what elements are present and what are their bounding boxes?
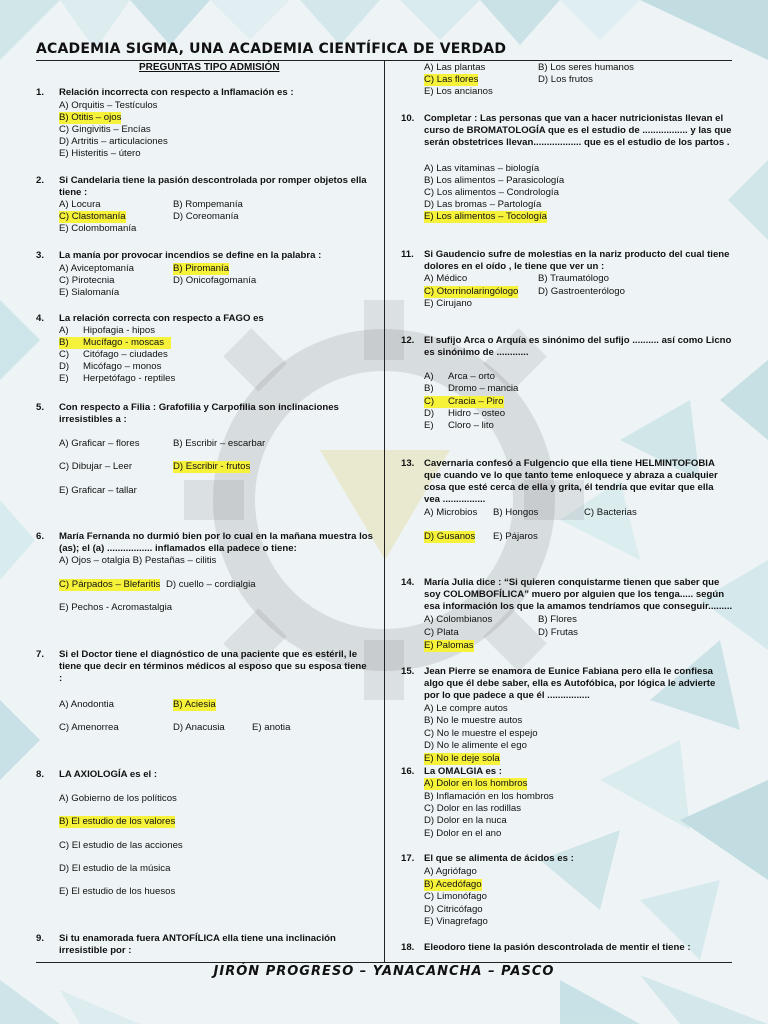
question-number: 10. (401, 113, 415, 124)
question-text: tiene que decir en términos médicos al esposo que su esposa tiene (59, 661, 367, 672)
option-a: A) Colombianos (424, 614, 493, 625)
option-a: A) Aviceptomanía (59, 263, 135, 274)
question-number: 1. (36, 87, 45, 98)
question-text: Cavernaria confesó a Fulgencio que ella tiene HELMINTOFOBIA (424, 458, 715, 469)
question-text: Si tu enamorada fuera ANTOFÍLICA ella tiene una inclinación (59, 933, 336, 944)
question-number: 9. (36, 933, 45, 944)
option-c: C) El estudio de las acciones (59, 840, 183, 851)
option-e-letter: E) (59, 373, 69, 384)
option-d: Micófago – monos (83, 361, 162, 372)
option-c: C) Los alimentos – Condrología (424, 187, 559, 198)
option-a: A) Anodontia (59, 699, 114, 710)
option-b: B) Rompemanía (173, 199, 243, 210)
option-c-answer: C) Clastomanía (59, 211, 126, 222)
option-c-letter: C) (424, 396, 504, 408)
option-c-answer: C) Las flores (424, 74, 479, 85)
option-c-letter: C) (59, 349, 70, 360)
option-c: C) Gingivitis – Encías (59, 124, 151, 135)
option-e-letter: E) (424, 420, 434, 431)
option-b: B) Los seres humanos (538, 62, 634, 73)
question-text: Si Gaudencio sufre de molestias en la nariz producto del cual tiene (424, 249, 730, 260)
option-b: Dromo – mancia (448, 383, 519, 394)
question-number: 12. (401, 335, 415, 346)
option-b-answer: B) Piromanía (173, 263, 229, 274)
page-title: ACADEMIA SIGMA, UNA ACADEMIA CIENTÍFICA DE VERDAD (36, 41, 507, 57)
question-text: serán obstetrices llevan.................. que es el estudio de los partos . (424, 137, 730, 148)
option-b: B) Los alimentos – Parasicología (424, 175, 565, 186)
question-number: 2. (36, 175, 45, 186)
option-a: A) Le compre autos (424, 703, 508, 714)
option-a: A) Las plantas (424, 62, 486, 73)
option-d: D) Artritis – articulaciones (59, 136, 168, 147)
option-d-answer: D) Escribir - frutos (173, 461, 251, 472)
option-c: C) Plata (424, 627, 459, 638)
footer-rule (36, 962, 732, 963)
question-text: es sinónimo de ............ (424, 347, 529, 358)
question-number: 6. (36, 531, 45, 542)
question-text: Si Candelaria tiene la pasión descontrolada por romper objetos ella (59, 175, 367, 186)
question-text: La OMALGIA es : (424, 766, 503, 777)
question-text: Completar : Las personas que van a hacer nutricionistas llevan el (424, 113, 724, 124)
question-number: 14. (401, 577, 415, 588)
question-text: cosa que esté cerca de ella y grita, él tendría que evitar que ella (424, 482, 714, 493)
option-d-letter: D) (59, 361, 70, 372)
question-text: dolores en el oído , le tiene que ver un : (424, 261, 605, 272)
question-text: LA AXIOLOGÍA es el : (59, 769, 158, 780)
option-a: A) Las vitaminas – biología (424, 163, 540, 174)
option-a-answer: A) Dolor en los hombros (424, 778, 528, 789)
option-e: E) Cirujano (424, 298, 472, 309)
question-text: irresistible por : (59, 945, 132, 956)
question-text: María Fernanda no durmió bien por lo cual en la mañana muestra los (59, 531, 373, 542)
option-c: C) No le muestre el espejo (424, 728, 538, 739)
option-a: Arca – orto (448, 371, 495, 382)
question-text: Con respecto a Filia : Grafofilia y Carpofilia son inclinaciones (59, 402, 339, 413)
question-text: Eleodoro tiene la pasión descontrolada de mentir el tiene : (424, 942, 691, 953)
option-d: D) Gastroenterólogo (538, 286, 625, 297)
option-e: Herpetófago - reptiles (83, 373, 176, 384)
option-b: B) Flores (538, 614, 577, 625)
option-b: B) Escribir – escarbar (173, 438, 266, 449)
question-text: curso de BROMATOLOGÍA que es el estudio de ................. y las que (424, 125, 732, 136)
question-text: irresistibles a : (59, 414, 127, 425)
option-c: Citófago – ciudades (83, 349, 168, 360)
option-e: E) Histeritis – útero (59, 148, 141, 159)
option-b: B) Inflamación en los hombros (424, 791, 554, 802)
option-e: E) Pechos - Acromastalgia (59, 602, 173, 613)
option-e: E) anotia (252, 722, 291, 733)
question-text: esa información los que la amamos tendríamos que conseguir......... (424, 601, 733, 612)
option-d: Hidro – osteo (448, 408, 506, 419)
option-e: E) Sialomanía (59, 287, 120, 298)
option-d: D) Los frutos (538, 74, 593, 85)
question-text: La manía por provocar incendios se define en la palabra : (59, 250, 322, 261)
option-d: D) Onicofagomanía (173, 275, 257, 286)
option-d-letter: D) (424, 408, 435, 419)
option-e: E) Vinagrefago (424, 916, 488, 927)
question-number: 11. (401, 249, 414, 260)
option-a: A) Orquitis – Testículos (59, 100, 158, 111)
option-a: Hipofagia - hipos (83, 325, 155, 336)
question-text: Relación incorrecta con respecto a Inflamación es : (59, 87, 294, 98)
option-a: A) Médico (424, 273, 468, 284)
option-a: A) Agriófago (424, 866, 477, 877)
option-d-answer: D) Gusanos (424, 531, 476, 542)
option-a: A) Microbios (424, 507, 478, 518)
option-c: C) Dibujar – Leer (59, 461, 133, 472)
footer-address: JIRÓN PROGRESO – YANACANCHA – PASCO (213, 964, 555, 979)
option-b-answer: B) Aciesia (173, 699, 216, 710)
option-d: D) Las bromas – Partología (424, 199, 542, 210)
question-number: 5. (36, 402, 45, 413)
option-e: E) El estudio de los huesos (59, 886, 176, 897)
option-b: B) Hongos (493, 507, 539, 518)
option-a-letter: A) (424, 371, 434, 382)
option-e: E) Colombomanía (59, 223, 137, 234)
option-c: C) Pirotecnia (59, 275, 115, 286)
question-number: 4. (36, 313, 45, 324)
question-number: 3. (36, 250, 45, 261)
option-c-answer: C) Otorrinolaringólogo (424, 286, 519, 297)
question-text: algo que él debe saber, ella es Autofóbica, por lógica le advierte (424, 678, 716, 689)
option-e-answer: E) No le deje sola (424, 753, 500, 764)
question-number: 16. (401, 766, 415, 777)
option-b-letter: B) (59, 337, 171, 349)
option-d: D) Dolor en la nuca (424, 815, 507, 826)
option-c-answer: Cracia – Piro (448, 396, 504, 407)
option-d: D) El estudio de la música (59, 863, 171, 874)
question-text: El que se alimenta de ácidos es : (424, 853, 574, 864)
option-c: C) Bacterias (584, 507, 637, 518)
option-d: D) Citricófago (424, 904, 483, 915)
option-b: B) No le muestre autos (424, 715, 523, 726)
option-a-b: A) Ojos – otalgia B) Pestañas – cilitis (59, 555, 217, 566)
question-text: La relación correcta con respecto a FAGO es (59, 313, 264, 324)
question-text: tiene : (59, 187, 88, 198)
option-e: E) Dolor en el ano (424, 828, 502, 839)
option-e: E) Graficar – tallar (59, 485, 137, 496)
option-e: Cloro – lito (448, 420, 494, 431)
option-c: C) Dolor en las rodillas (424, 803, 522, 814)
option-d: D) Anacusia (173, 722, 225, 733)
option-a: A) Gobierno de los políticos (59, 793, 177, 804)
question-text: soy COLOMBOFÍLICA” muero por alguien que los tenga..... según (424, 589, 725, 600)
option-b-answer: Mucífago - moscas (83, 337, 165, 348)
option-e-answer: E) Los alimentos – Tocología (424, 211, 548, 222)
option-d: D) No le alimente el ego (424, 740, 527, 751)
question-number: 18. (401, 942, 415, 953)
option-a: A) Locura (59, 199, 101, 210)
option-e-answer: E) Palomas (424, 640, 474, 651)
option-d: D) cuello – cordialgia (166, 579, 256, 590)
option-b-answer: B) Acedófago (424, 879, 482, 890)
question-text: (as); el (a) ................. inflamados ella padece o tiene: (59, 543, 297, 554)
question-text: que cuando ve lo que tanto teme enloquece y abraza a cualquier (424, 470, 718, 481)
option-b-answer: B) El estudio de los valores (59, 816, 176, 827)
option-b-answer: B) Otitis – ojos (59, 112, 122, 123)
option-c: C) Limonófago (424, 891, 487, 902)
option-e: E) Los ancianos (424, 86, 493, 97)
option-b-letter: B) (424, 383, 434, 394)
question-text: Si el Doctor tiene el diagnóstico de una paciente que es estéril, le (59, 649, 358, 660)
question-text: María Julia dice : “Si quieren conquistarme tienen que saber que (424, 577, 720, 588)
option-a: A) Graficar – flores (59, 438, 140, 449)
option-a-letter: A) (59, 325, 69, 336)
question-number: 7. (36, 649, 45, 660)
question-number: 15. (401, 666, 415, 677)
column-divider (384, 60, 385, 962)
question-text: por lo que padece a que él ................ (424, 690, 590, 701)
option-d: D) Frutas (538, 627, 578, 638)
option-c-answer: C) Párpados – Blefaritis (59, 579, 161, 590)
question-text: Jean Pierre se enamora de Eunice Fabiana pero ella le confiesa (424, 666, 714, 677)
question-number: 13. (401, 458, 415, 469)
section-subtitle: PREGUNTAS TIPO ADMISIÓN (139, 62, 280, 73)
option-d: D) Coreomanía (173, 211, 239, 222)
option-e: E) Pájaros (493, 531, 538, 542)
question-text: : (59, 673, 63, 684)
option-b: B) Traumatólogo (538, 273, 609, 284)
option-c: C) Amenorrea (59, 722, 119, 733)
question-text: El sufijo Arca o Arquía es sinónimo del sufijo .......... así como Licno (424, 335, 732, 346)
question-number: 17. (401, 853, 415, 864)
question-text: vea ................ (424, 494, 486, 505)
question-number: 8. (36, 769, 45, 780)
